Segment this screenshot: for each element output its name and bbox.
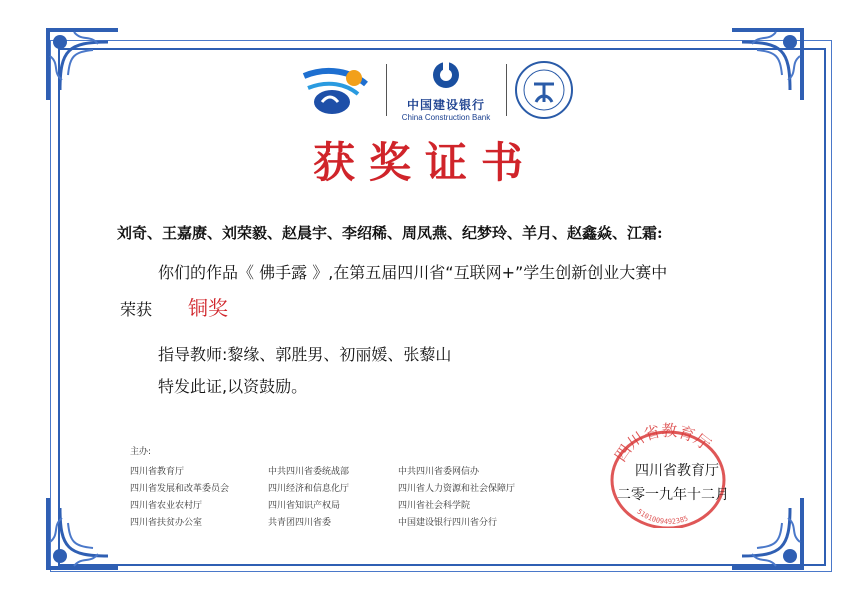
organizer: 四川省人力资源和社会保障厅 [398,484,516,494]
svg-text:四川省教育厅 [611,421,715,465]
organizer: 中国建设银行四川省分行 [398,518,498,528]
closing-statement: 特发此证,以资鼓励。 [158,377,308,396]
advisors: 指导教师:黎缘、郭胜男、初丽媛、张藜山 [158,345,452,364]
seal-text: 四川省教育厅 [610,420,715,466]
organizer: 四川省教育厅 [130,467,185,477]
certificate-title: 获奖证书 [312,138,537,187]
work-statement [158,260,798,283]
organizer: 四川省知识产权局 [268,501,341,511]
corner-ornament-bottom-left [38,488,128,578]
logo-divider [506,64,507,116]
organizer: 四川省发展和改革委员会 [130,484,230,494]
sponsor-logos [300,60,590,122]
award-prefix: 荣获 [120,300,153,319]
logo-divider [386,64,387,116]
organizers-list [130,464,550,528]
organizer: 四川省扶贫办公室 [130,518,203,528]
ccb-icon [431,60,461,90]
ccb-name-en: China Construction Bank [401,113,491,122]
organizer: 四川经济和信息化厅 [268,484,350,494]
corner-ornament-top-left [38,20,128,110]
ccb-logo [392,60,500,120]
corner-ornament-top-right [722,20,812,110]
recipient-names: 刘奇、王嘉赓、刘荣毅、赵晨宇、李绍稀、周凤燕、纪梦玲、羊月、赵鑫焱、江霜: [117,224,663,242]
organizer: 中共四川省委统战部 [268,467,350,477]
organizer: 四川省农业农村厅 [130,501,203,511]
issue-date: 二零一九年十二月 [617,487,729,503]
seal-number: 5101009492385 [635,507,690,526]
organizer: 中共四川省委网信办 [398,467,480,477]
competition-logo [300,62,380,118]
organizer: 四川省社会科学院 [398,501,471,511]
ccb-name: 中国建设银行 [406,98,485,112]
award-statement [120,292,228,321]
organizers-label: 主办: [130,447,152,457]
work-title: 佛手露 [254,263,313,282]
organizer: 共青团四川省委 [268,518,332,528]
award-level: 铜奖 [188,296,229,320]
work-suffix: 》,在第五届四川省“互联网+”学生创新创业大赛中 [312,263,668,282]
university-seal-logo [512,58,576,122]
work-prefix: 你们的作品《 [158,263,255,282]
issuer-name: 四川省教育厅 [635,463,719,479]
